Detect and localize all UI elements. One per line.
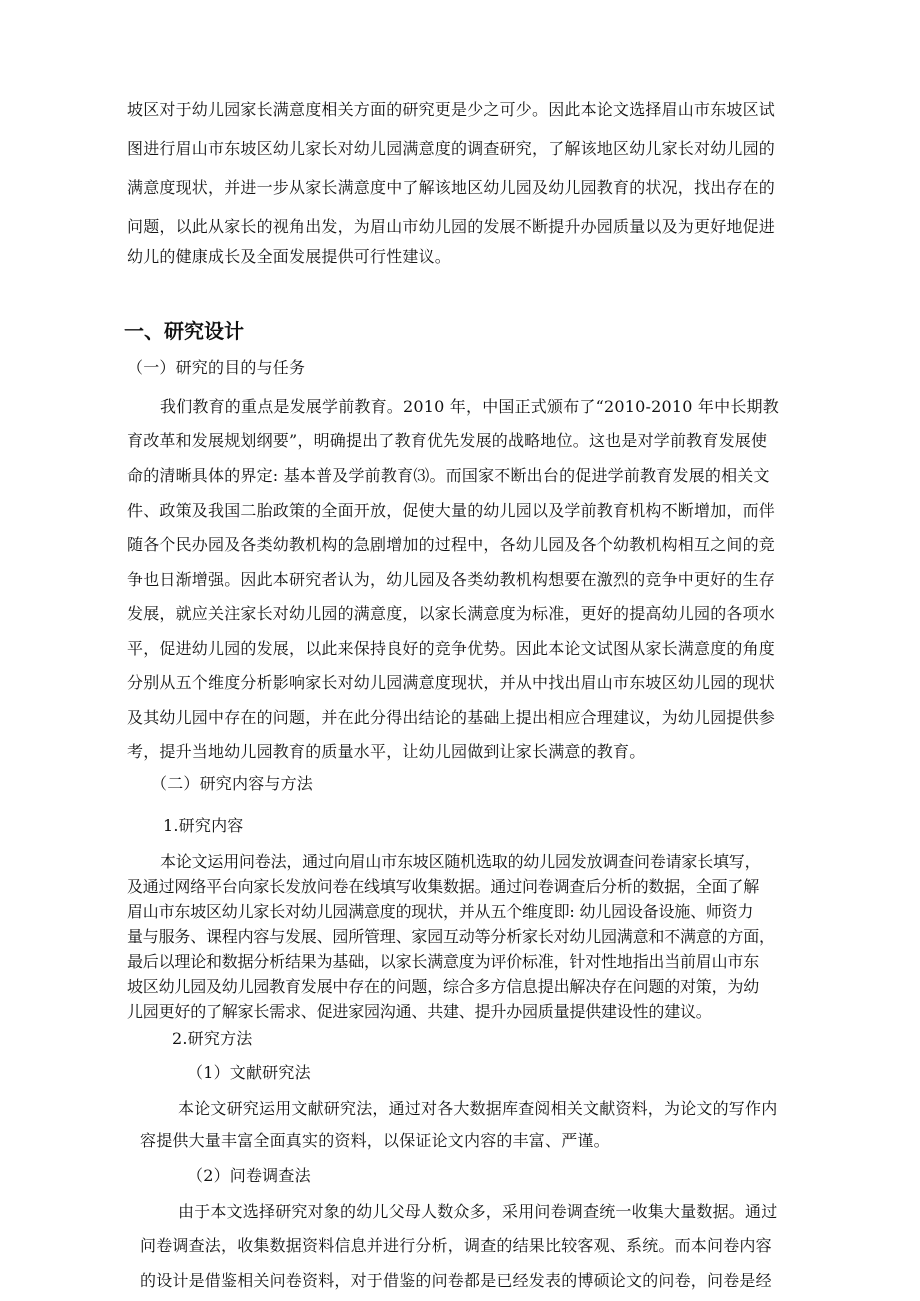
method2-line-2: 问卷调查法，收集数据资料信息并进行分析，调查的结果比较客观、系统。而本问卷内容 xyxy=(140,1236,772,1255)
sub1-line-11: 考，提升当地幼儿园教育的质量水平，让幼儿园做到让家长满意的教育。 xyxy=(127,742,646,761)
subsection-2-heading: （二）研究内容与方法 xyxy=(151,774,314,793)
intro-line-4: 问题，以此从家长的视角出发，为眉山市幼儿园的发展不断提升办园质量以及为更好地促进 xyxy=(127,217,776,236)
item1-line-2: 及通过网络平台向家长发放问卷在线填写收集数据。通过问卷调查后分析的数据，全面了解 xyxy=(127,877,760,896)
method-1-heading: （1）文献研究法 xyxy=(187,1063,311,1082)
sub1-line-6: 争也日渐增强。因此本研究者认为，幼儿园及各类幼教机构想要在激烈的竞争中更好的生存 xyxy=(127,570,776,589)
sub1-line-4: 件、政策及我国二胎政策的全面开放，促使大量的幼儿园以及学前教育机构不断增加，而伴 xyxy=(127,501,776,520)
method2-line-1: 由于本文选择研究对象的幼儿父母人数众多，采用问卷调查统一收集大量数据。通过 xyxy=(178,1202,778,1221)
sub1-line-1: 我们教育的重点是发展学前教育。2010 年，中国正式颁布了“2010-2010 年中长期教 xyxy=(160,397,779,416)
subsection-1-heading: （一）研究的目的与任务 xyxy=(127,358,306,377)
item-2-heading: 2.研究方法 xyxy=(172,1029,253,1048)
method1-line-2: 容提供大量丰富全面真实的资料，以保证论文内容的丰富、严谨。 xyxy=(140,1131,610,1150)
item-1-heading: 1.研究内容 xyxy=(163,816,244,835)
sub1-line-8: 平，促进幼儿园的发展，以此来保持良好的竞争优势。因此本论文试图从家长满意度的角度 xyxy=(127,639,776,658)
section-heading: 一、研究设计 xyxy=(124,319,244,343)
sub1-line-3: 命的清晰具体的界定: 基本普及学前教育⑶。而国家不断出台的促进学前教育发展的相关文 xyxy=(127,466,770,485)
method-2-heading: （2）问卷调查法 xyxy=(187,1166,311,1185)
intro-line-1: 坡区对于幼儿园家长满意度相关方面的研究更是少之可少。因此本论文选择眉山市东坡区试 xyxy=(127,100,776,119)
sub1-line-9: 分别从五个维度分析影响家长对幼儿园满意度现状，并从中找出眉山市东坡区幼儿园的现状 xyxy=(127,673,776,692)
intro-line-5: 幼儿的健康成长及全面发展提供可行性建议。 xyxy=(127,247,452,266)
sub1-line-5: 随各个民办园及各类幼教机构的急剧增加的过程中，各幼儿园及各个幼教机构相互之间的竞 xyxy=(127,535,776,554)
intro-line-2: 图进行眉山市东坡区幼儿家长对幼儿园满意度的调查研究，了解该地区幼儿家长对幼儿园的 xyxy=(127,139,776,158)
method2-line-3: 的设计是借鉴相关问卷资料，对于借鉴的问卷都是已经发表的博硕论文的问卷，问卷是经 xyxy=(140,1271,772,1290)
item1-line-6: 坡区幼儿园及幼儿园教育发展中存在的问题，综合多方信息提出解决存在问题的对策，为幼 xyxy=(127,977,760,996)
item1-line-1: 本论文运用问卷法，通过向眉山市东坡区随机选取的幼儿园发放调查问卷请家长填写， xyxy=(160,852,761,871)
sub1-line-2: 育改革和发展规划纲要”，明确提出了教育优先发展的战略地位。这也是对学前教育发展使 xyxy=(127,431,768,450)
item1-line-4: 量与服务、课程内容与发展、园所管理、家园互动等分析家长对幼儿园满意和不满意的方面， xyxy=(127,927,775,946)
sub1-line-10: 及其幼儿园中存在的问题，并在此分得出结论的基础上提出相应合理建议，为幼儿园提供参 xyxy=(127,708,776,727)
sub1-line-7: 发展，就应关注家长对幼儿园的满意度，以家长满意度为标准，更好的提高幼儿园的各项水 xyxy=(127,604,776,623)
method1-line-1: 本论文研究运用文献研究法，通过对各大数据库查阅相关文献资料，为论文的写作内 xyxy=(178,1099,778,1118)
item1-line-3: 眉山市东坡区幼儿家长对幼儿园满意度的现状，并从五个维度即: 幼儿园设备设施、师资力 xyxy=(127,902,754,921)
item1-line-5: 最后以理论和数据分析结果为基础，以家长满意度为评价标准，针对性地指出当前眉山市东 xyxy=(127,952,760,971)
intro-line-3: 满意度现状，并进一步从家长满意度中了解该地区幼儿园及幼儿园教育的状况，找出存在的 xyxy=(127,178,776,197)
item1-line-7: 儿园更好的了解家长需求、促进家园沟通、共建、提升办园质量提供建设性的建议。 xyxy=(127,1002,712,1021)
